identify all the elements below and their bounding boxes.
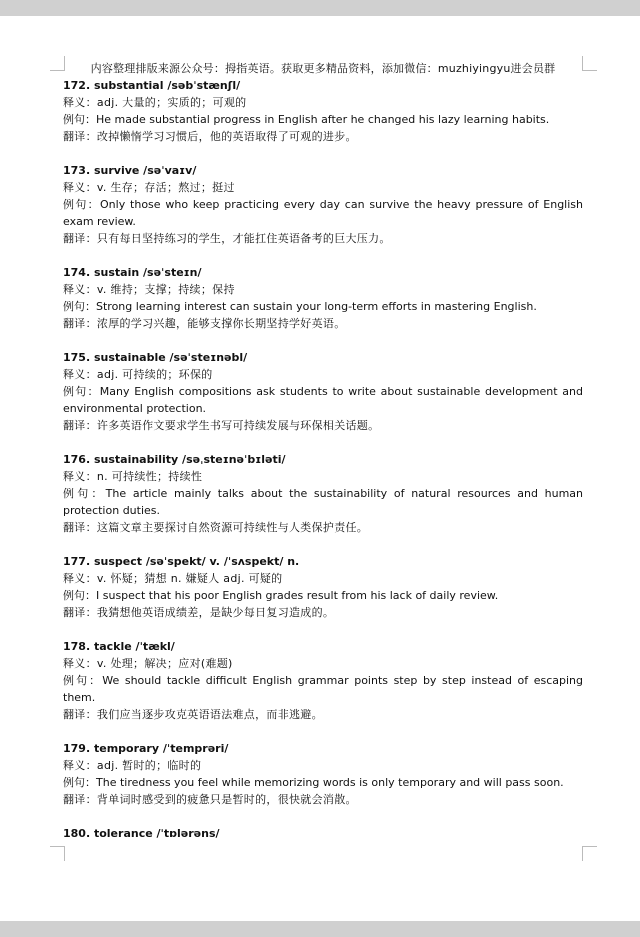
vocab-entry-177 [63, 553, 583, 621]
entry-headword: 179. temporary /ˈtemprəri/ [63, 742, 229, 755]
entry-translation: 翻译：背单词时感受到的疲惫只是暂时的，很快就会消散。 [63, 793, 357, 806]
vocab-entry-174 [63, 264, 583, 332]
entry-headword: 172. substantial /səbˈstænʃl/ [63, 79, 241, 92]
entry-translation: 翻译：我们应当逐步攻克英语语法难点，而非逃避。 [63, 708, 323, 721]
entry-example: 例句：We should tackle difficult English grammar points step by step instead of escaping them. [63, 674, 584, 704]
entry-headword: 178. tackle /ˈtækl/ [63, 640, 175, 653]
entry-definition: 释义：v. 维持；支撑；持续；保持 [63, 283, 235, 296]
entry-definition: 释义：n. 可持续性；持续性 [63, 470, 203, 483]
entry-definition: 释义：v. 怀疑；猜想 n. 嫌疑人 adj. 可疑的 [63, 572, 283, 585]
entry-headword: 176. sustainability /səˌsteɪnəˈbɪləti/ [63, 453, 286, 466]
vocab-entry-178 [63, 638, 583, 723]
entry-example: 例句：Only those who keep practicing every day can survive the heavy pressure of English exam review. [63, 198, 583, 228]
entry-headword: 177. suspect /səˈspekt/ v. /ˈsʌspekt/ n. [63, 555, 300, 568]
entry-definition: 释义：adj. 暂时的；临时的 [63, 759, 202, 772]
page-header: 内容整理排版来源公众号：拇指英语。获取更多精品资料，添加微信：muzhiyingyu进会员群 [90, 62, 556, 75]
entry-definition: 释义：adj. 大量的；实质的；可观的 [63, 96, 247, 109]
top-gray-band [0, 0, 640, 16]
entry-translation: 翻译：只有每日坚持练习的学生，才能扛住英语备考的巨大压力。 [63, 232, 391, 245]
vocab-entry-176 [63, 451, 583, 536]
entry-headword: 174. sustain /səˈsteɪn/ [63, 266, 202, 279]
vocab-entry-173 [63, 162, 583, 247]
entry-example: 例句：The article mainly talks about the sustainability of natural resources and human protection duties. [63, 487, 584, 517]
entry-headword: 180. tolerance /ˈtɒlərəns/ [63, 827, 220, 840]
crop-mark-bottom-right [582, 846, 597, 861]
bottom-gray-band [0, 921, 640, 937]
entry-translation: 翻译：改掉懒惰学习习惯后，他的英语取得了可观的进步。 [63, 130, 357, 143]
entry-definition: 释义：adj. 可持续的；环保的 [63, 368, 213, 381]
entry-definition: 释义：v. 生存；存活；熬过；挺过 [63, 181, 235, 194]
vocab-entry-175 [63, 349, 583, 434]
vocab-entry-179 [63, 740, 583, 808]
entry-headword: 173. survive /səˈvaɪv/ [63, 164, 197, 177]
entry-translation: 翻译：我猜想他英语成绩差，是缺少每日复习造成的。 [63, 606, 335, 619]
entry-example: 例句：He made substantial progress in English after he changed his lazy learning habits. [63, 113, 550, 126]
document-page [63, 60, 583, 859]
entry-headword: 175. sustainable /səˈsteɪnəbl/ [63, 351, 248, 364]
entry-translation: 翻译：许多英语作文要求学生书写可持续发展与环保相关话题。 [63, 419, 380, 432]
entry-translation: 翻译：这篇文章主要探讨自然资源可持续性与人类保护责任。 [63, 521, 369, 534]
vocab-entry-180 [63, 825, 583, 842]
entry-example: 例句：Many English compositions ask students to write about sustainable development and environmental protection. [63, 385, 584, 415]
entry-example: 例句：The tiredness you feel while memorizing words is only temporary and will pass soon. [63, 776, 564, 789]
vocab-entry-172 [63, 77, 583, 145]
crop-mark-top-right [582, 56, 597, 71]
entry-example: 例句：I suspect that his poor English grades result from his lack of daily review. [63, 589, 499, 602]
entry-definition: 释义：v. 处理；解决；应对(难题) [63, 657, 233, 670]
entry-translation: 翻译：浓厚的学习兴趣，能够支撑你长期坚持学好英语。 [63, 317, 346, 330]
entry-example: 例句：Strong learning interest can sustain your long-term efforts in mastering English. [63, 300, 537, 313]
